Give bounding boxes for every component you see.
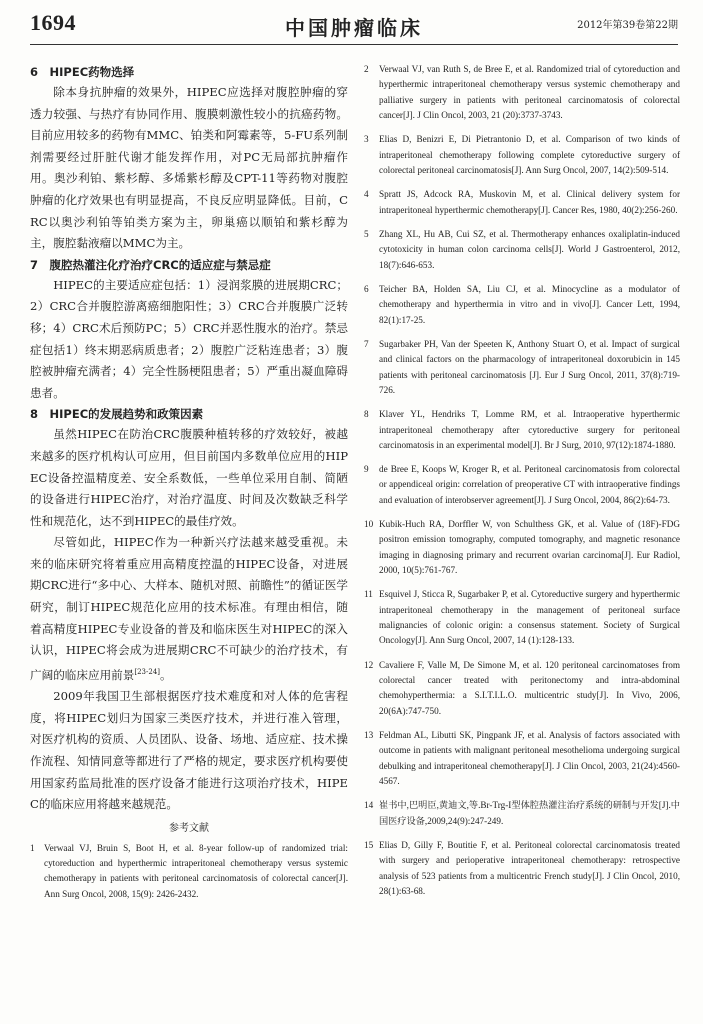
page-number: 1694 xyxy=(30,10,76,35)
reference-item xyxy=(364,517,680,578)
reference-number: 11 xyxy=(364,589,373,600)
reference-number: 15 xyxy=(364,839,374,850)
section-8-title: 8 HIPEC的发展趋势和政策因素 xyxy=(30,407,204,422)
reference-number: 1 xyxy=(30,842,35,853)
section-8-paragraph-3: 2009年我国卫生部根据医疗技术难度和对人体的危害程度，将HIPEC划归为国家三类医疗技术，并进行准入管理，对医疗机构的资质、人员团队、设备、场地、适应症、技术操作流程、知情同意等都进行了严格的规定，要求医疗机构要使用国家药监局批准的医疗设备才能进行这项治疗技术，HIPEC的临床应用将越来越规范。 xyxy=(30,689,348,812)
page-header xyxy=(30,8,678,40)
reference-number: 14 xyxy=(364,800,374,811)
reference-number: 8 xyxy=(364,409,369,420)
reference-text: Cavaliere F, Valle M, De Simone M, et al. 120 peritoneal carcinomatoses from colorectal cancer treated with peritonectomy and intra-abdominal chemohyperthermia: a S.I.T.I.L.O. multicentric study[J]. In Vivo, 2006, 20(6A):747-750. xyxy=(379,659,680,716)
reference-number: 5 xyxy=(364,228,369,239)
section-8-paragraph-2 xyxy=(30,532,348,686)
section-8-paragraph-2-text: 尽管如此，HIPEC作为一种新兴疗法越来越受重视。未来的临床研究将着重应用高精度控温的HIPEC设备，对进展期CRC进行“多中心、大样本、随机对照、前瞻性”的循证医学研究，制订HIPEC规范化应用的技术标准。有理由相信，随着高精度HIPEC专业设备的普及和临床医生对HIPEC的深入认识，HIPEC将会成为进展期CRC不可缺少的治疗技术，有广阔的临床应用前景 xyxy=(30,535,348,682)
reference-item xyxy=(364,337,680,398)
reference-item xyxy=(364,462,680,508)
reference-number: 9 xyxy=(364,464,369,475)
reference-text: Klaver YL, Hendriks T, Lomme RM, et al. Intraoperative hyperthermic intraperitoneal chemotherapy after cytoreductive surgery for peritoneal carcinomatosis in an experimental model[J]. Br J Surg, 2010, 97(12):1874-1880. xyxy=(379,409,680,450)
section-7-title: 7 腹腔热灌注化疗治疗CRC的适应症与禁忌症 xyxy=(30,257,271,272)
reference-number: 4 xyxy=(364,189,369,200)
reference-text: Spratt JS, Adcock RA, Muskovin M, et al. Clinical delivery system for intraperitoneal hyperthermic chemotherapy[J]. Cancer Res, 1980, 40(2):256-260. xyxy=(379,189,680,215)
section-8-paragraph-1: 虽然HIPEC在防治CRC腹膜种植转移的疗效较好，被越来越多的医疗机构认可应用，但目前国内多数单位应用的HIPEC设备控温精度差、安全系数低，一些单位采用自制、简陋的设备进行HIPEC治疗，对治疗温度、时间及次数缺乏科学性和规范化，达不到HIPEC的最佳疗效。 xyxy=(30,427,348,528)
section-6-paragraph: 除本身抗肿瘤的效果外，HIPEC应选择对腹腔肿瘤的穿透力较强、与热疗有协同作用、腹膜刺激性较小的抗癌药物。目前应用较多的药物有MMC、铂类和阿霉素等，5-FU系列制剂需要经过肝脏代谢才能发挥作用，对PC无局部抗肿瘤作用。奥沙利铂、紫杉醇、多烯紫杉醇及CPT-11等药物对腹腔肿瘤的化疗效果也有明显提高，不良反应明显降低。目前，CRC以奥沙利铂等铂类方案为主，卵巢癌以顺铂和紫杉醇为主，腹腔黏液瘤以MMC为主。 xyxy=(30,85,348,251)
reference-item xyxy=(364,62,680,123)
reference-number: 12 xyxy=(364,659,374,670)
left-column xyxy=(30,62,348,902)
reference-text: de Bree E, Koops W, Kroger R, et al. Peritoneal carcinomatosis from colorectal or appendiceal origin: correlation of preoperative CT with intraoperative findings and evaluation of interobserver agreement[J]. J Surg Oncol, 2004, 86(2):64-73. xyxy=(379,464,680,505)
reference-text: Verwaal VJ, Bruin S, Boot H, et al. 8-year follow-up of randomized trial: cytoreduction and hyperthermic intraperitoneal chemotherapy versus systemic chemotherapy in patients with peritoneal carcinomatosis of colorectal cancer[J]. Ann Surg Oncol, 2008, 15(9): 2426-2432. xyxy=(44,842,348,899)
reference-item xyxy=(364,282,680,328)
journal-title: 中国肿瘤临床 xyxy=(285,16,423,40)
reference-item xyxy=(364,132,680,178)
reference-text: Esquivel J, Sticca R, Sugarbaker P, et al. Cytoreductive surgery and hyperthermic intraperitoneal chemotherapy in the management of peritoneal surface malignancies of colonic origin: a consensus statement. Society of Surgical Oncology[J]. Ann Surg Oncol, 2007, 14 (1):128-133. xyxy=(379,589,680,646)
header-rule xyxy=(30,44,678,45)
reference-text: Elias D, Benizri E, Di Pietrantonio D, et al. Comparison of two kinds of intraperitoneal chemotherapy following complete cytoreductive surgery of colorectal peritoneal carcinomatosis[J]. Ann Surg Oncol, 2007, 14(2):509-514. xyxy=(379,134,680,175)
reference-text: Teicher BA, Holden SA, Liu CJ, et al. Minocycline as a modulator of chemotherapy and hyperthermia in vitro and in vivo[J]. Cancer Lett, 1994, 82(1):17-25. xyxy=(379,283,680,325)
issue-info: 2012年第39卷第22期 xyxy=(577,20,678,31)
reference-number: 6 xyxy=(364,283,369,294)
reference-text: Elias D, Gilly F, Boutitie F, et al. Peritoneal colorectal carcinomatosis treated with surgery and perioperative intraperitoneal chemotherapy: retrospective analysis of 523 patients from a multicentric French study[J]. J Clin Oncol, 2010, 28(1):63-68. xyxy=(379,839,680,896)
reference-number: 10 xyxy=(364,519,374,530)
right-column xyxy=(364,62,680,908)
reference-item xyxy=(364,658,680,719)
section-7-paragraph: HIPEC的主要适应症包括：1）浸润浆膜的进展期CRC；2）CRC合并腹腔游离癌细胞阳性；3）CRC合并腹膜广泛转移；4）CRC术后预防PC；5）CRC并恶性腹水的治疗。禁忌症包括1）终末期恶病质患者；2）腹腔广泛粘连患者；3）腹腔被肿瘤充满者；4）完全性肠梗阻患者；5）严重出凝血障碍患者。 xyxy=(30,277,348,400)
reference-item xyxy=(30,841,348,902)
reference-item xyxy=(364,728,680,789)
section-8-paragraph-2-end: 。 xyxy=(160,667,172,682)
reference-number: 3 xyxy=(364,134,369,145)
reference-item xyxy=(364,187,680,218)
reference-item xyxy=(364,798,680,829)
references-heading: 参考文献 xyxy=(169,822,209,834)
reference-text: 崔书中,巴明臣,黄迪文,等.Br-Trg-I型体腔热灌注治疗系统的研制与开发[J].中国医疗设备,2009,24(9):247-249. xyxy=(379,800,680,826)
reference-text: Sugarbaker PH, Van der Speeten K, Anthony Stuart O, et al. Impact of surgical and clinical factors on the pharmacology of intraperitoneal doxorubicin in 145 patients with peritoneal carcinomatosis [J]. Eur J Surg Oncol, 2011, 37(8):719-726. xyxy=(379,338,680,395)
reference-number: 13 xyxy=(364,730,374,741)
reference-number: 2 xyxy=(364,64,369,74)
reference-item xyxy=(364,227,680,273)
reference-text: Kubik-Huch RA, Dorffler W, von Schulthess GK, et al. Value of (18F)-FDG positron emission tomography, computed tomography, and magnetic resonance imaging in diagnosing primary and recurrent ovarian carcinoma[J]. Eur Radiol, 2000, 10(5):761-767. xyxy=(379,519,680,576)
reference-item xyxy=(364,407,680,453)
section-6-title: 6 HIPEC药物选择 xyxy=(30,65,135,79)
reference-text: Feldman AL, Libutti SK, Pingpank JF, et al. Analysis of factors associated with outcome in patients with malignant peritoneal mesothelioma undergoing surgical debulking and intraperitoneal chemotherapy[J]. J Clin Oncol, 2003, 21(24):4560-4567. xyxy=(379,730,680,786)
reference-item xyxy=(364,838,680,899)
reference-item xyxy=(364,587,680,648)
reference-text: Zhang XL, Hu AB, Cui SZ, et al. Thermotherapy enhances oxaliplatin-induced cytotoxicity in human colon carcinoma cells[J]. World J Gastroenterol, 2012, 18(7):646-653. xyxy=(379,228,680,270)
reference-text: Verwaal VJ, van Ruth S, de Bree E, et al. Randomized trial of cytoreduction and hyperthermic intraperitoneal chemotherapy versus systemic chemotherapy and palliative surgery in patients with peritoneal carcinomatosis of colorectal cancer[J]. J Clin Oncol, 2003, 21 (20):3737-3743. xyxy=(379,64,680,120)
reference-number: 7 xyxy=(364,338,369,349)
citation: [23-24] xyxy=(134,667,161,676)
